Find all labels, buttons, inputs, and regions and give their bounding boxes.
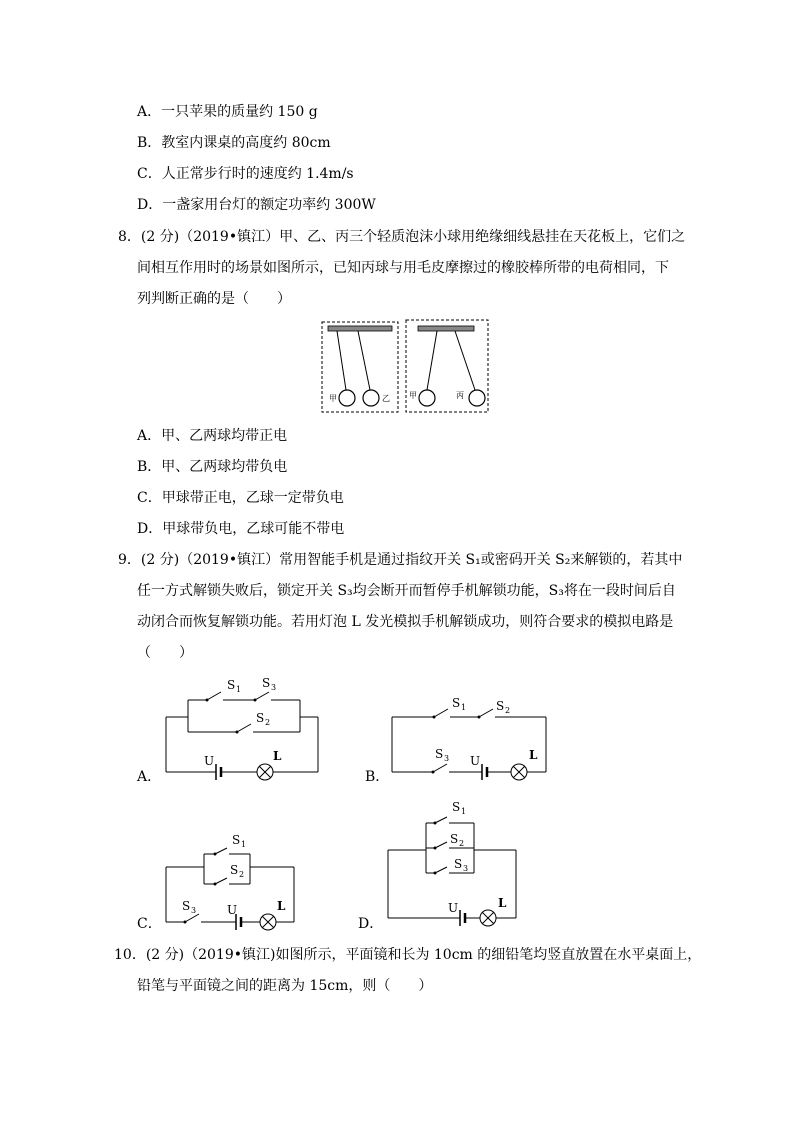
circuit-a-s1: S [227,678,236,692]
circuit-a-label: A． [137,769,162,785]
q7-option-b: B．教室内课桌的高度约 80cm [137,135,331,151]
label-jia-2: 甲 [409,391,417,400]
circuit-b-l: L [529,748,538,762]
ball-bing [469,390,485,406]
circuit-d-s1: S [452,800,461,814]
svg-text:1: 1 [236,685,242,694]
q8-pendulum-figure [320,318,492,414]
circuit-b [388,692,558,782]
q7-option-c: C．人正常步行时的速度约 1.4m/s [137,166,354,182]
circuit-c-l: L [277,899,286,913]
label-yi: 乙 [382,394,390,403]
ball-jia-2 [419,390,435,406]
q8-option-d: D．甲球带负电，乙球可能不带电 [137,521,345,537]
svg-text:2: 2 [239,870,245,879]
q8-option-c: C．甲球带正电，乙球一定带负电 [137,490,344,506]
svg-text:1: 1 [461,807,467,816]
circuit-b-label: B． [365,769,390,785]
circuit-a-l: L [273,749,282,763]
circuit-b-s1: S [452,696,461,710]
svg-text:3: 3 [444,754,450,763]
circuit-b-u: U [470,754,481,768]
svg-text:2: 2 [459,839,465,848]
label-bing: 丙 [456,391,464,400]
svg-text:3: 3 [191,906,197,915]
circuit-d-label: D． [358,916,384,932]
q7-option-d: D．一盏家用台灯的额定功率约 300W [137,197,376,213]
circuit-a [160,672,330,782]
circuit-d-u: U [448,901,459,915]
q7-option-a: A．一只苹果的质量约 150 g [137,104,318,120]
circuit-b-s3: S [435,747,444,761]
circuit-c [160,822,310,932]
q8-stem-line1: 8．(2 分)（2019•镇江）甲、乙、丙三个轻质泡沫小球用绝缘细线悬挂在天花板上，它们之 [118,229,686,245]
svg-text:2: 2 [265,718,271,727]
svg-text:1: 1 [461,703,467,712]
q8-stem-line3: 列判断正确的是（ ） [137,291,291,307]
circuit-c-s1: S [232,833,241,847]
svg-text:2: 2 [505,706,511,715]
circuit-d [384,798,534,928]
circuit-c-u: U [227,903,238,917]
q9-stem-line4: （ ） [137,645,193,661]
circuit-b-s2: S [496,699,505,713]
q9-stem-line2: 任一方式解锁失败后，锁定开关 S₃均会断开而暂停手机解锁功能，S₃将在一段时间后自 [137,583,676,599]
circuit-d-l: L [498,896,507,910]
circuit-a-u: U [204,754,215,768]
ball-jia [339,390,355,406]
q8-option-b: B．甲、乙两球均带负电 [137,459,288,475]
q10-stem-line2: 铅笔与平面镜之间的距离为 15cm，则（ ） [137,978,433,994]
circuit-d-s3: S [454,857,463,871]
svg-text:1: 1 [241,840,247,849]
label-jia: 甲 [329,394,337,403]
left-ceiling [328,326,392,331]
circuit-a-s3: S [262,676,271,690]
circuit-c-label: C． [137,916,162,932]
circuit-c-s3: S [182,899,191,913]
q9-stem-line3: 动闭合而恢复解锁功能。若用灯泡 L 发光模拟手机解锁成功，则符合要求的模拟电路是 [137,614,674,630]
svg-text:3: 3 [271,683,277,692]
q8-option-a: A．甲、乙两球均带正电 [137,428,288,444]
ball-yi [363,390,379,406]
circuit-d-s2: S [450,832,459,846]
q10-stem-line1: 10．(2 分)（2019•镇江)如图所示，平面镜和长为 10cm 的细铅笔均竖直放置在水平桌面上， [114,947,702,963]
right-ceiling [418,326,474,331]
q9-stem-line1: 9．(2 分)（2019•镇江）常用智能手机是通过指纹开关 S₁或密码开关 S₂来解锁的，若其中 [118,552,683,568]
svg-text:3: 3 [463,864,469,873]
circuit-a-s2: S [256,711,265,725]
circuit-c-s2: S [230,863,239,877]
q8-stem-line2: 间相互作用时的场景如图所示，已知丙球与用毛皮摩擦过的橡胶棒所带的电荷相同，下 [137,260,669,276]
